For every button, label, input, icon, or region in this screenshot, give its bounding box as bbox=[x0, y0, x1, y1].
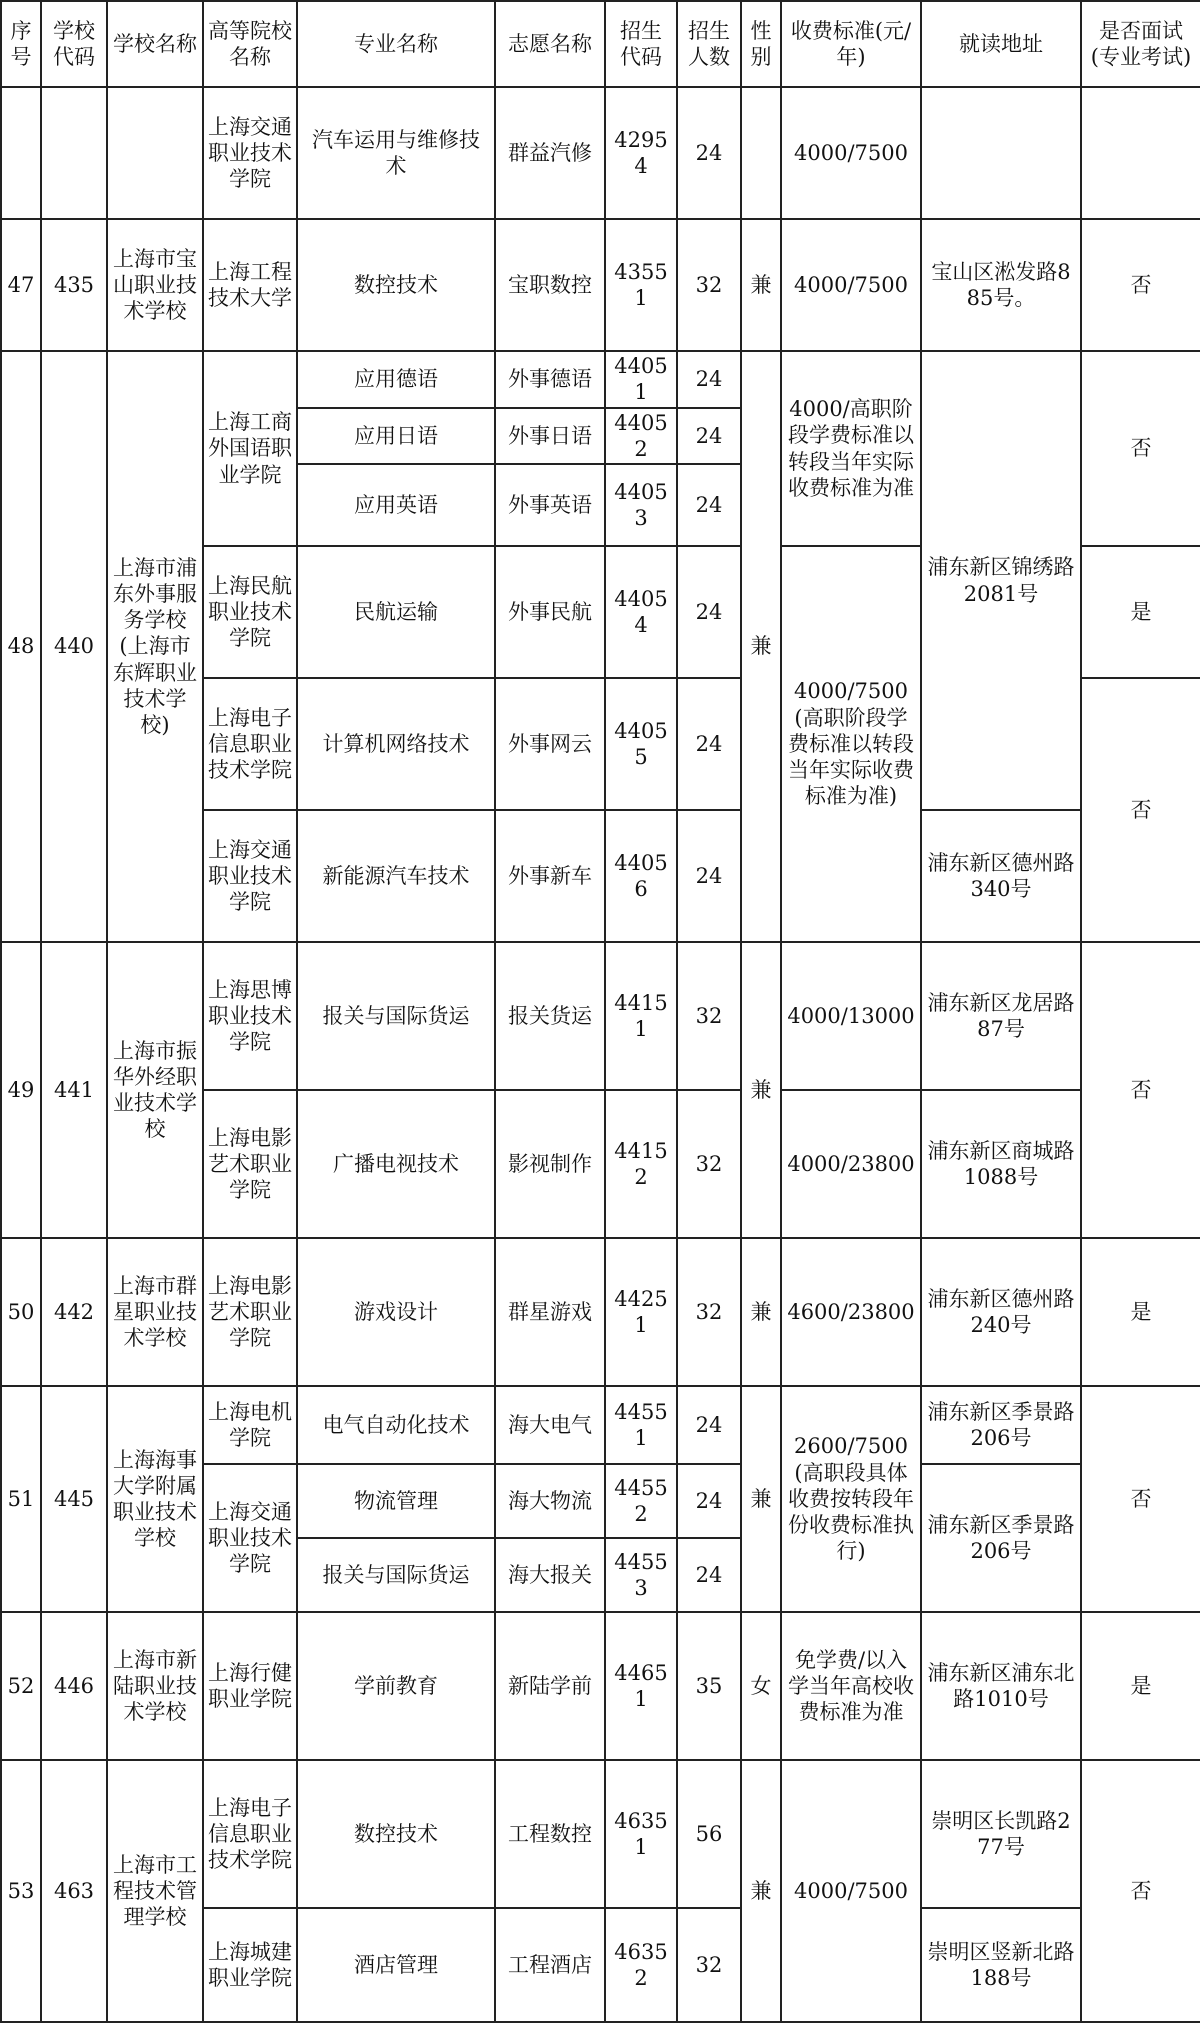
interview-cell: 否 bbox=[1081, 942, 1200, 1238]
school-name-cell: 上海海事大学附属职业技术学校 bbox=[107, 1386, 203, 1612]
col-header-address: 就读地址 bbox=[921, 1, 1081, 87]
enroll-count-cell: 24 bbox=[677, 408, 741, 465]
seq-cell: 50 bbox=[1, 1238, 41, 1386]
enroll-count-cell: 24 bbox=[677, 678, 741, 810]
address-cell: 崇明区长凯路277号 bbox=[921, 1760, 1081, 1908]
address-cell: 浦东新区锦绣路2081号 bbox=[921, 351, 1081, 810]
major-cell: 民航运输 bbox=[297, 546, 495, 678]
interview-cell: 是 bbox=[1081, 546, 1200, 678]
school-name-cell bbox=[107, 87, 203, 219]
header-row bbox=[1, 1, 1200, 87]
gender-cell: 兼 bbox=[741, 1760, 781, 2022]
gender-cell: 女 bbox=[741, 1612, 781, 1760]
college-cell: 上海民航职业技术学院 bbox=[203, 546, 297, 678]
major-cell: 应用英语 bbox=[297, 464, 495, 546]
seq-cell: 51 bbox=[1, 1386, 41, 1612]
volunteer-cell: 新陆学前 bbox=[495, 1612, 605, 1760]
interview-cell: 是 bbox=[1081, 1238, 1200, 1386]
interview-cell: 否 bbox=[1081, 678, 1200, 942]
college-cell: 上海思博职业技术学院 bbox=[203, 942, 297, 1090]
seq-cell: 48 bbox=[1, 351, 41, 942]
school-code-cell: 442 bbox=[41, 1238, 107, 1386]
college-cell: 上海交通职业技术学院 bbox=[203, 810, 297, 942]
college-cell: 上海交通职业技术学院 bbox=[203, 87, 297, 219]
school-code-cell: 445 bbox=[41, 1386, 107, 1612]
volunteer-cell: 海大报关 bbox=[495, 1538, 605, 1612]
school-code-cell bbox=[41, 87, 107, 219]
col-header-fee: 收费标准(元/年) bbox=[781, 1, 921, 87]
school-name-cell: 上海市宝山职业技术学校 bbox=[107, 219, 203, 351]
volunteer-cell: 群益汽修 bbox=[495, 87, 605, 219]
major-cell: 酒店管理 bbox=[297, 1908, 495, 2022]
volunteer-cell: 报关货运 bbox=[495, 942, 605, 1090]
seq-cell: 49 bbox=[1, 942, 41, 1238]
major-cell: 游戏设计 bbox=[297, 1238, 495, 1386]
enroll-code-cell: 44151 bbox=[605, 942, 677, 1090]
school-code-cell: 463 bbox=[41, 1760, 107, 2022]
enroll-count-cell: 32 bbox=[677, 1238, 741, 1386]
college-cell: 上海电子信息职业技术学院 bbox=[203, 678, 297, 810]
enroll-count-cell: 24 bbox=[677, 1386, 741, 1464]
volunteer-cell: 工程酒店 bbox=[495, 1908, 605, 2022]
col-header-volunteer: 志愿名称 bbox=[495, 1, 605, 87]
enroll-code-cell: 44054 bbox=[605, 546, 677, 678]
col-header-interview: 是否面试(专业考试) bbox=[1081, 1, 1200, 87]
volunteer-cell: 外事民航 bbox=[495, 546, 605, 678]
enroll-code-cell: 44055 bbox=[605, 678, 677, 810]
enroll-code-cell: 44651 bbox=[605, 1612, 677, 1760]
volunteer-cell: 外事英语 bbox=[495, 464, 605, 546]
school-name-cell: 上海市群星职业技术学校 bbox=[107, 1238, 203, 1386]
volunteer-cell: 工程数控 bbox=[495, 1760, 605, 1908]
gender-cell: 兼 bbox=[741, 1238, 781, 1386]
major-cell: 数控技术 bbox=[297, 1760, 495, 1908]
gender-cell bbox=[741, 87, 781, 219]
gender-cell: 兼 bbox=[741, 219, 781, 351]
volunteer-cell: 外事新车 bbox=[495, 810, 605, 942]
table-row bbox=[1, 1238, 1200, 1386]
fee-cell: 4000/7500(高职阶段学费标准以转段当年实际收费标准为准) bbox=[781, 546, 921, 942]
enroll-code-cell: 44552 bbox=[605, 1464, 677, 1538]
fee-cell: 2600/7500(高职段具体收费按转段年份收费标准执行) bbox=[781, 1386, 921, 1612]
volunteer-cell: 海大物流 bbox=[495, 1464, 605, 1538]
col-header-school-name: 学校名称 bbox=[107, 1, 203, 87]
enroll-code-cell: 44553 bbox=[605, 1538, 677, 1612]
address-cell: 浦东新区德州路340号 bbox=[921, 810, 1081, 942]
enroll-count-cell: 32 bbox=[677, 219, 741, 351]
volunteer-cell: 海大电气 bbox=[495, 1386, 605, 1464]
school-name-cell: 上海市工程技术管理学校 bbox=[107, 1760, 203, 2022]
enroll-code-cell: 44251 bbox=[605, 1238, 677, 1386]
enroll-code-cell: 44052 bbox=[605, 408, 677, 465]
seq-cell: 52 bbox=[1, 1612, 41, 1760]
major-cell: 报关与国际货运 bbox=[297, 942, 495, 1090]
enroll-code-cell: 44056 bbox=[605, 810, 677, 942]
fee-cell: 免学费/以入学当年高校收费标准为准 bbox=[781, 1612, 921, 1760]
major-cell: 报关与国际货运 bbox=[297, 1538, 495, 1612]
school-name-cell: 上海市新陆职业技术学校 bbox=[107, 1612, 203, 1760]
address-cell: 浦东新区商城路1088号 bbox=[921, 1090, 1081, 1238]
table-row bbox=[1, 87, 1200, 219]
seq-cell: 53 bbox=[1, 1760, 41, 2022]
interview-cell: 否 bbox=[1081, 219, 1200, 351]
college-cell: 上海电影艺术职业学院 bbox=[203, 1090, 297, 1238]
volunteer-cell: 群星游戏 bbox=[495, 1238, 605, 1386]
school-code-cell: 440 bbox=[41, 351, 107, 942]
volunteer-cell: 影视制作 bbox=[495, 1090, 605, 1238]
enroll-count-cell: 32 bbox=[677, 942, 741, 1090]
major-cell: 应用日语 bbox=[297, 408, 495, 465]
fee-cell: 4000/高职阶段学费标准以转段当年实际收费标准为准 bbox=[781, 351, 921, 546]
enroll-code-cell: 44051 bbox=[605, 351, 677, 408]
interview-cell bbox=[1081, 87, 1200, 219]
enroll-count-cell: 56 bbox=[677, 1760, 741, 1908]
enroll-count-cell: 24 bbox=[677, 1538, 741, 1612]
college-cell: 上海城建职业学院 bbox=[203, 1908, 297, 2022]
enroll-code-cell: 46351 bbox=[605, 1760, 677, 1908]
enroll-count-cell: 32 bbox=[677, 1908, 741, 2022]
table-row bbox=[1, 1612, 1200, 1760]
major-cell: 电气自动化技术 bbox=[297, 1386, 495, 1464]
school-code-cell: 435 bbox=[41, 219, 107, 351]
gender-cell: 兼 bbox=[741, 942, 781, 1238]
college-cell: 上海电子信息职业技术学院 bbox=[203, 1760, 297, 1908]
school-code-cell: 441 bbox=[41, 942, 107, 1238]
school-name-cell: 上海市浦东外事服务学校(上海市东辉职业技术学校) bbox=[107, 351, 203, 942]
enroll-code-cell: 44551 bbox=[605, 1386, 677, 1464]
volunteer-cell: 外事日语 bbox=[495, 408, 605, 465]
address-cell: 崇明区竖新北路188号 bbox=[921, 1908, 1081, 2022]
enroll-code-cell: 44152 bbox=[605, 1090, 677, 1238]
fee-cell: 4000/23800 bbox=[781, 1090, 921, 1238]
enroll-count-cell: 24 bbox=[677, 351, 741, 408]
address-cell: 浦东新区龙居路87号 bbox=[921, 942, 1081, 1090]
volunteer-cell: 外事网云 bbox=[495, 678, 605, 810]
col-header-gender: 性别 bbox=[741, 1, 781, 87]
interview-cell: 否 bbox=[1081, 1760, 1200, 2022]
col-header-school-code: 学校代码 bbox=[41, 1, 107, 87]
address-cell: 浦东新区浦东北路1010号 bbox=[921, 1612, 1081, 1760]
gender-cell: 兼 bbox=[741, 1386, 781, 1612]
school-code-cell: 446 bbox=[41, 1612, 107, 1760]
major-cell: 广播电视技术 bbox=[297, 1090, 495, 1238]
enroll-count-cell: 32 bbox=[677, 1090, 741, 1238]
table-row bbox=[1, 1386, 1200, 1464]
interview-cell: 否 bbox=[1081, 1386, 1200, 1612]
col-header-enroll-code: 招生代码 bbox=[605, 1, 677, 87]
major-cell: 计算机网络技术 bbox=[297, 678, 495, 810]
seq-cell bbox=[1, 87, 41, 219]
major-cell: 数控技术 bbox=[297, 219, 495, 351]
enroll-code-cell: 44053 bbox=[605, 464, 677, 546]
enroll-count-cell: 24 bbox=[677, 87, 741, 219]
enroll-count-cell: 24 bbox=[677, 1464, 741, 1538]
college-cell: 上海电影艺术职业学院 bbox=[203, 1238, 297, 1386]
college-cell: 上海交通职业技术学院 bbox=[203, 1464, 297, 1612]
school-name-cell: 上海市振华外经职业技术学校 bbox=[107, 942, 203, 1238]
col-header-college-name: 高等院校名称 bbox=[203, 1, 297, 87]
enroll-count-cell: 24 bbox=[677, 546, 741, 678]
college-cell: 上海行健职业学院 bbox=[203, 1612, 297, 1760]
table-row bbox=[1, 219, 1200, 351]
fee-cell: 4000/7500 bbox=[781, 87, 921, 219]
address-cell: 浦东新区季景路206号 bbox=[921, 1464, 1081, 1612]
major-cell: 物流管理 bbox=[297, 1464, 495, 1538]
college-cell: 上海电机学院 bbox=[203, 1386, 297, 1464]
major-cell: 学前教育 bbox=[297, 1612, 495, 1760]
volunteer-cell: 宝职数控 bbox=[495, 219, 605, 351]
enroll-count-cell: 24 bbox=[677, 810, 741, 942]
address-cell bbox=[921, 87, 1081, 219]
enroll-count-cell: 35 bbox=[677, 1612, 741, 1760]
seq-cell: 47 bbox=[1, 219, 41, 351]
major-cell: 新能源汽车技术 bbox=[297, 810, 495, 942]
enroll-code-cell: 43551 bbox=[605, 219, 677, 351]
interview-cell: 是 bbox=[1081, 1612, 1200, 1760]
college-cell: 上海工商外国语职业学院 bbox=[203, 351, 297, 546]
interview-cell: 否 bbox=[1081, 351, 1200, 546]
major-cell: 汽车运用与维修技术 bbox=[297, 87, 495, 219]
enroll-code-cell: 46352 bbox=[605, 1908, 677, 2022]
col-header-enroll-count: 招生人数 bbox=[677, 1, 741, 87]
address-cell: 宝山区淞发路885号。 bbox=[921, 219, 1081, 351]
fee-cell: 4000/7500 bbox=[781, 219, 921, 351]
enroll-code-cell: 42954 bbox=[605, 87, 677, 219]
address-cell: 浦东新区德州路240号 bbox=[921, 1238, 1081, 1386]
fee-cell: 4600/23800 bbox=[781, 1238, 921, 1386]
enroll-count-cell: 24 bbox=[677, 464, 741, 546]
gender-cell: 兼 bbox=[741, 351, 781, 942]
col-header-seq: 序号 bbox=[1, 1, 41, 87]
volunteer-cell: 外事德语 bbox=[495, 351, 605, 408]
col-header-major: 专业名称 bbox=[297, 1, 495, 87]
fee-cell: 4000/7500 bbox=[781, 1760, 921, 2022]
major-cell: 应用德语 bbox=[297, 351, 495, 408]
table-row bbox=[1, 942, 1200, 1090]
table-row bbox=[1, 1760, 1200, 1908]
address-cell: 浦东新区季景路206号 bbox=[921, 1386, 1081, 1464]
fee-cell: 4000/13000 bbox=[781, 942, 921, 1090]
table-row bbox=[1, 351, 1200, 408]
college-cell: 上海工程技术大学 bbox=[203, 219, 297, 351]
